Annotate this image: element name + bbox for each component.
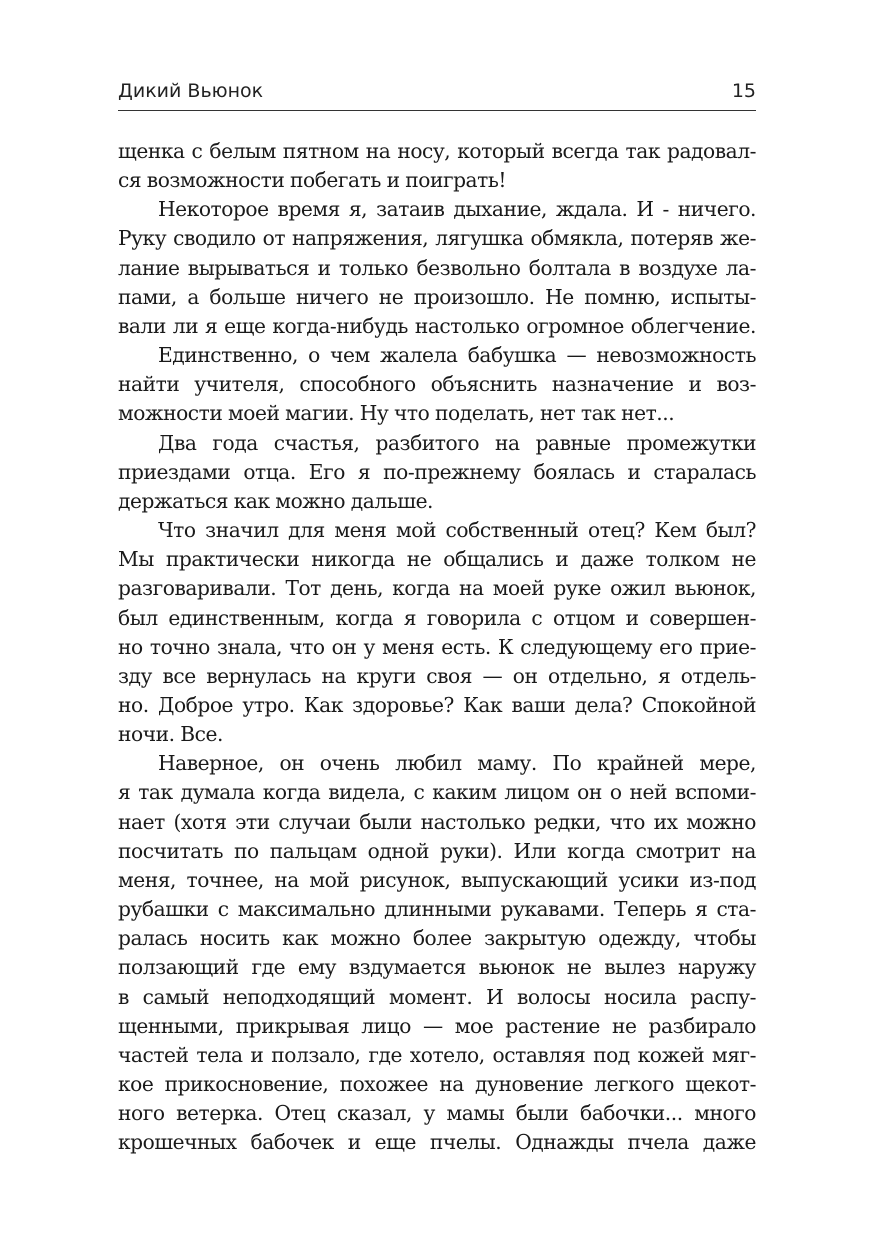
text-line: Единственно, о чем жалела бабушка — невозможность (158, 343, 756, 368)
text-line: кое прикосновение, похожее на дуновение легкого щекот- (118, 1072, 756, 1096)
running-header (118, 76, 756, 110)
header-rule (118, 110, 756, 111)
text-line: крошечных бабочек и еще пчелы. Однажды пчела даже (118, 1130, 756, 1155)
body-text (118, 137, 756, 1157)
text-line: приездами отца. Его я по-прежнему боялась и старалась (118, 459, 756, 484)
text-line: можности моей магии. Ну что поделать, нет так нет... (118, 401, 675, 426)
text-line: зду все вернулась на круги своя — он отдельно, я отдель- (118, 663, 756, 688)
text-line: разговаривали. Тот день, когда на моей руке ожил вьюнок, (118, 576, 756, 601)
text-line: нает (хотя эти случаи были настолько редки, что их можно (118, 809, 756, 834)
text-line: Наверное, он очень любил маму. По крайней мере, (158, 751, 756, 776)
text-line: найти учителя, способного объяснить назначение и воз- (118, 372, 756, 397)
text-line: ползающий где ему вздумается вьюнок не вылез наружу (118, 955, 756, 980)
text-line: рубашки с максимально длинными рукавами. Теперь я ста- (118, 897, 756, 922)
text-line: Два года счастья, разбитого на равные промежутки (158, 430, 756, 455)
text-line: посчитать по пальцам одной руки). Или когда смотрит на (118, 838, 756, 863)
text-line: был единственным, когда я говорила с отцом и совершен- (118, 605, 756, 630)
text-line: меня, точнее, на мой рисунок, выпускающий усики из-под (118, 867, 756, 892)
text-line: ралась носить как можно более закрытую одежду, чтобы (118, 926, 756, 951)
text-line: Мы практически никогда не общались и даже толком не (118, 547, 756, 572)
page-number: 15 (731, 80, 756, 102)
text-line: щенка с белым пятном на носу, который всегда так радовал- (118, 139, 756, 163)
text-line: ного ветерка. Отец сказал, у мамы были бабочки... много (118, 1101, 756, 1126)
text-line: в самый неподходящий момент. И волосы носила распу- (118, 984, 756, 1009)
text-line: но. Доброе утро. Как здоровье? Как ваши дела? Спокойной (118, 692, 756, 717)
text-line: Руку сводило от напряжения, лягушка обмякла, потеряв же- (118, 226, 756, 251)
text-line: частей тела и ползало, где хотело, оставляя под кожей мяг- (118, 1042, 756, 1067)
book-title: Дикий Вьюнок (118, 80, 264, 102)
text-line: лание вырываться и только безвольно болтала в воздухе ла- (118, 255, 756, 280)
text-line: щенными, прикрывая лицо — мое растение не разбирало (118, 1013, 756, 1038)
text-line: пами, а больше ничего не произошло. Не помню, испыты- (118, 284, 756, 309)
text-line: я так думала когда видела, с каким лицом он о ней вспоми- (118, 780, 756, 805)
text-line: Что значил для меня мой собственный отец? Кем был? (158, 518, 756, 543)
text-line: ся возможности побегать и поиграть! (118, 168, 507, 193)
text-line: вали ли я еще когда-нибудь настолько огромное облегчение. (118, 313, 756, 338)
text-line: ночи. Все. (118, 722, 223, 747)
text-line: держаться как можно дальше. (118, 488, 434, 513)
text-line: Некоторое время я, затаив дыхание, ждала. И - ничего. (158, 197, 756, 222)
text-line: но точно знала, что он у меня есть. К следующему его прие- (118, 634, 756, 659)
